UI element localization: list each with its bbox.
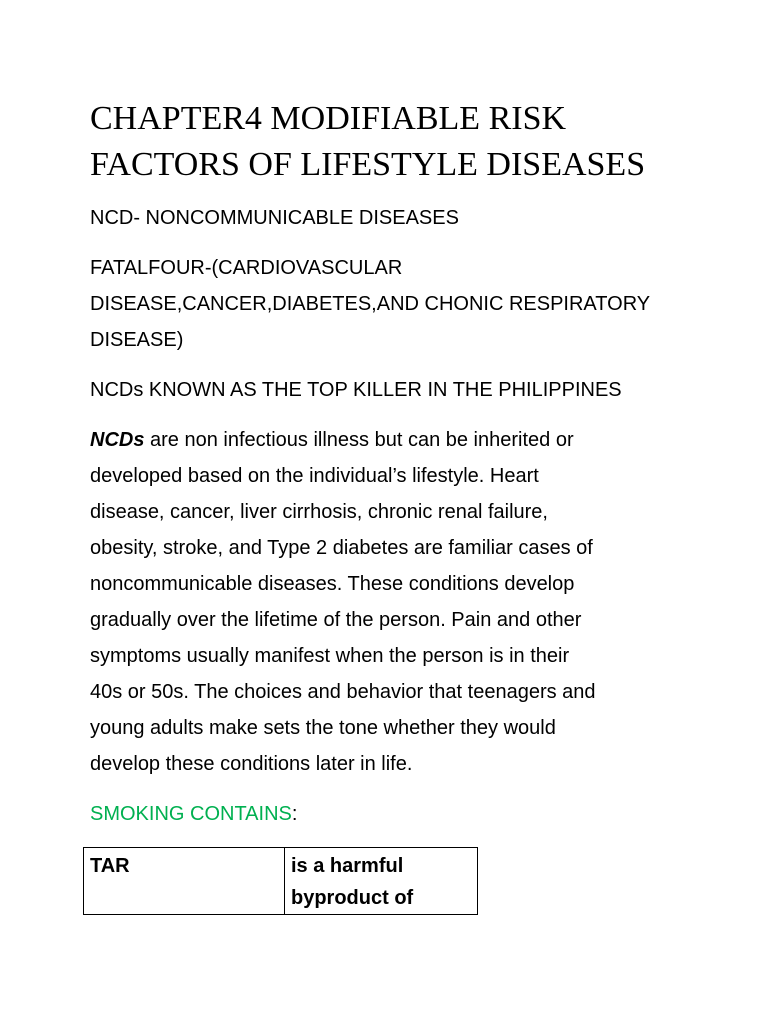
smoking-contains-colon: : (291, 803, 298, 825)
body-line: young adults make sets the tone whether they would (90, 717, 556, 739)
body-line: develop these conditions later in life. (90, 753, 413, 775)
body-line: disease, cancer, liver cirrhosis, chronic renal failure, (90, 501, 548, 523)
top-killer-statement: NCDs KNOWN AS THE TOP KILLER IN THE PHILIPPINES (90, 379, 622, 401)
ncd-body-paragraph (90, 422, 596, 782)
ncds-lead-term: NCDs (90, 429, 145, 451)
body-line: noncommunicable diseases. These conditions develop (90, 573, 575, 595)
fatal-four-line-2: DISEASE,CANCER,DIABETES,AND CHONIC RESPIRATORY (90, 293, 651, 315)
body-line: gradually over the lifetime of the person. Pain and other (90, 609, 582, 631)
body-line: obesity, stroke, and Type 2 diabetes are familiar cases of (90, 537, 593, 559)
fatal-four-line-1: FATALFOUR-(CARDIOVASCULAR (90, 257, 403, 279)
smoking-contains-label: SMOKING CONTAINS (90, 803, 292, 825)
chapter-title (90, 96, 750, 188)
body-line: 40s or 50s. The choices and behavior that teenagers and (90, 681, 596, 703)
table-cell-description (285, 848, 478, 915)
tar-description-line-1: is a harmful (291, 855, 404, 877)
tar-description-line-2: byproduct of (291, 887, 414, 909)
table-row (84, 848, 478, 915)
body-line: developed based on the individual’s lifestyle. Heart (90, 465, 539, 487)
ncd-definition: NCD- NONCOMMUNICABLE DISEASES (90, 207, 459, 229)
body-line-1-rest: are non infectious illness but can be inherited or (144, 429, 574, 451)
smoking-contains-heading (90, 796, 297, 832)
smoking-contents-table (83, 847, 478, 915)
tar-term: TAR (90, 855, 130, 877)
fatal-four-line-3: DISEASE) (90, 329, 184, 351)
chapter-title-line-1: CHAPTER4 MODIFIABLE RISK (90, 100, 567, 137)
table-cell-term (84, 848, 285, 915)
body-line-1 (90, 422, 596, 458)
body-line: symptoms usually manifest when the person is in their (90, 645, 570, 667)
chapter-title-line-2: FACTORS OF LIFESTYLE DISEASES (90, 146, 646, 183)
fatal-four-paragraph (90, 250, 650, 358)
